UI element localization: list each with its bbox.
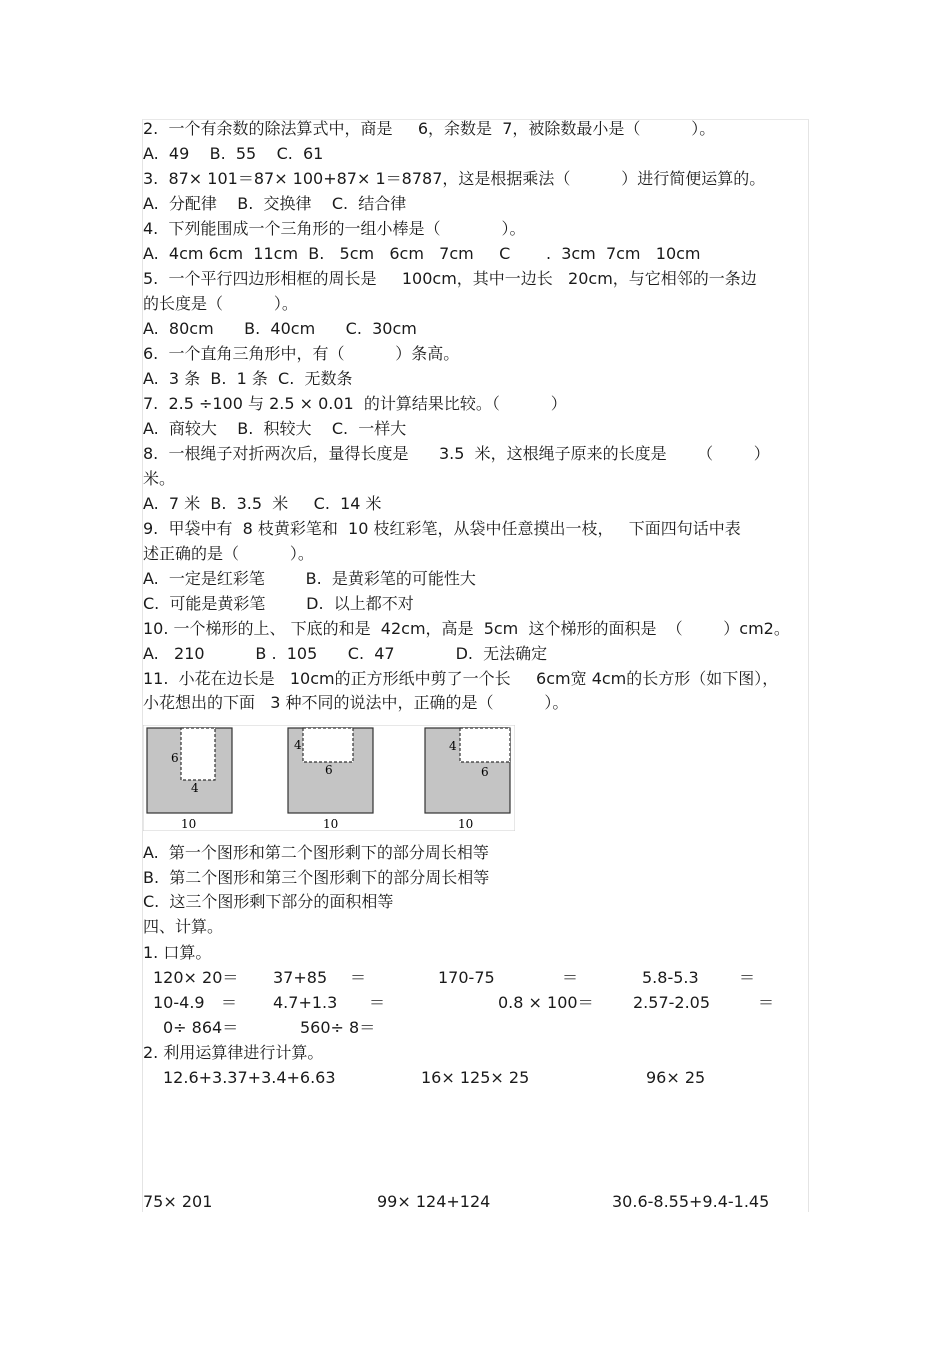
cut-rect-1 [181, 728, 215, 780]
oral-3-1: 0÷ 864＝ [163, 1018, 239, 1037]
q6-options: A. 3 条 B. 1 条 C. 无数条 [143, 369, 353, 388]
q8-options: A. 7 米 B. 3.5 米 C. 14 米 [143, 494, 382, 513]
q11-stem-line1: 11. 小花在边长是 10cm的正方形纸中剪了一个长 6cm宽 4cm的长方形（如下图）， [143, 669, 779, 688]
calc-2-3: 30.6-8.55+9.4-1.45 [612, 1192, 770, 1211]
fig1-width-label: 4 [191, 781, 199, 795]
oral-1-1: 120× 20＝ [153, 968, 239, 987]
oral-1-4: 5.8-5.3 [642, 968, 699, 987]
oral-3-2: 560÷ 8＝ [300, 1018, 376, 1037]
calc-2-2: 99× 124+124 [377, 1192, 491, 1211]
cut-rect-3 [460, 728, 510, 762]
fig1-height-label: 6 [171, 751, 179, 765]
calc-1-2: 16× 125× 25 [421, 1068, 530, 1087]
fig1-side-label: 10 [181, 817, 197, 831]
fig3-width-label: 6 [481, 765, 489, 779]
section4-sub2: 2. 利用运算律进行计算。 [143, 1043, 324, 1062]
q9-stem-line2: 述正确的是（ ）。 [143, 544, 314, 563]
calc-2-1: 75× 201 [143, 1192, 213, 1211]
q11-option-b: B. 第二个图形和第三个图形剩下的部分周长相等 [143, 868, 490, 887]
fig2-width-label: 6 [325, 763, 333, 777]
oral-1-4-eq: ＝ [739, 968, 756, 987]
section4-title: 四、计算。 [143, 917, 224, 936]
oral-2-2-eq: ＝ [369, 993, 386, 1012]
fig3-side-label: 10 [458, 817, 474, 831]
q10-options: A. 210 B . 105 C. 47 D. 无法确定 [143, 644, 548, 663]
q7-options: A. 商较大 B. 积较大 C. 一样大 [143, 419, 407, 438]
q4-stem: 4. 下列能围成一个三角形的一组小棒是（ ）。 [143, 219, 526, 238]
q3-options: A. 分配律 B. 交换律 C. 结合律 [143, 194, 407, 213]
q5-options: A. 80cm B. 40cm C. 30cm [143, 319, 417, 338]
q9-options-line2: C. 可能是黄彩笔 D. 以上都不对 [143, 594, 414, 613]
q5-stem-line1: 5. 一个平行四边形相框的周长是 100cm，其中一边长 20cm，与它相邻的一条边 [143, 269, 757, 288]
q4-options: A. 4cm 6cm 11cm B. 5cm 6cm 7cm C . 3cm 7cm 10cm [143, 244, 701, 263]
calc-1-3: 96× 25 [646, 1068, 706, 1087]
q11-stem-line2: 小花想出的下面 3 种不同的说法中，正确的是（ ）。 [143, 693, 569, 712]
q6-stem: 6. 一个直角三角形中，有（ ）条高。 [143, 344, 460, 363]
fig2-height-label: 4 [294, 738, 302, 752]
q7-stem: 7. 2.5 ÷100 与 2.5 × 0.01 的计算结果比较。（ ） [143, 394, 567, 413]
q2-stem: 2. 一个有余数的除法算式中，商是 6，余数是 7，被除数最小是（ ）。 [143, 119, 716, 138]
q8-stem-line2: 米。 [143, 469, 176, 488]
q8-stem-line1: 8. 一根绳子对折两次后，量得长度是 3.5 米，这根绳子原来的长度是 （ ） [143, 444, 770, 463]
oral-1-2-eq: ＝ [350, 968, 367, 987]
oral-1-3: 170-75 [438, 968, 495, 987]
section4-sub1: 1. 口算。 [143, 943, 212, 962]
oral-1-2: 37+85 [273, 968, 328, 987]
q11-option-c: C. 这三个图形剩下部分的面积相等 [143, 892, 394, 911]
oral-2-1: 10-4.9 [153, 993, 205, 1012]
oral-2-1-eq: ＝ [221, 993, 238, 1012]
q10-stem: 10. 一个梯形的上、 下底的和是 42cm，高是 5cm 这个梯形的面积是 （ ）cm2。 [143, 619, 790, 638]
q11-option-a: A. 第一个图形和第二个图形剩下的部分周长相等 [143, 843, 489, 862]
q11-figures [143, 725, 515, 831]
q2-options: A. 49 B. 55 C. 61 [143, 144, 324, 163]
fig2-side-label: 10 [323, 817, 339, 831]
q5-stem-line2: 的长度是（ ）。 [143, 294, 298, 313]
q9-stem-line1: 9. 甲袋中有 8 枝黄彩笔和 10 枝红彩笔，从袋中任意摸出一枝， 下面四句话中表 [143, 519, 741, 538]
oral-2-2: 4.7+1.3 [273, 993, 338, 1012]
q9-options-line1: A. 一定是红彩笔 B. 是黄彩笔的可能性大 [143, 569, 476, 588]
cut-rect-2 [303, 728, 353, 762]
oral-2-4-eq: ＝ [758, 993, 775, 1012]
oral-1-3-eq: ＝ [562, 968, 579, 987]
calc-1-1: 12.6+3.37+3.4+6.63 [163, 1068, 336, 1087]
fig3-height-label: 4 [449, 739, 457, 753]
oral-2-3: 0.8 × 100＝ [498, 993, 594, 1012]
q3-stem: 3. 87× 101＝87× 100+87× 1＝8787，这是根据乘法（ ）进行简便运算的。 [143, 169, 766, 188]
oral-2-4: 2.57-2.05 [633, 993, 711, 1012]
